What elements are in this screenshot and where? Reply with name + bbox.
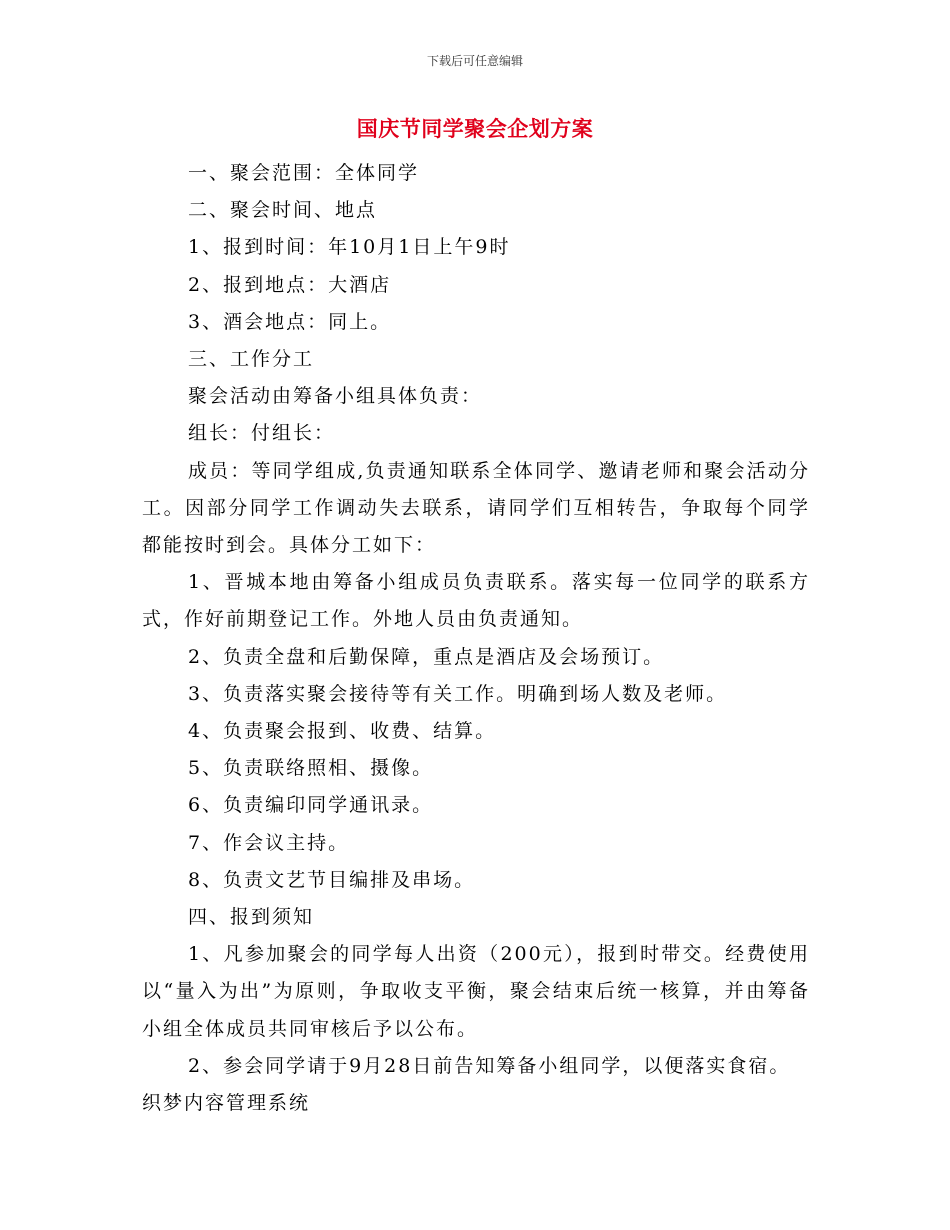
section-heading-time-place: 二、聚会时间、地点 [188,199,378,222]
paragraph-members: 成员：等同学组成,负责通知联系全体同学、邀请老师和聚会活动分工。因部分同学工作调动失去联系，请同学们互相转告，争取每个同学都能按时到会。具体分工如下： [142,459,810,557]
list-item-notice-1: 1、凡参加聚会的同学每人出资（200元），报到时带交。经费使用以“量入为出”为原则，争取收支平衡，聚会结束后统一核算，并由筹备小组全体成员共同审核后予以公布。 [142,943,810,1040]
list-item-task-1: 1、晋城本地由筹备小组成员负责联系。落实每一位同学的联系方式，作好前期登记工作。外地人员由负责通知。 [142,571,810,631]
list-item-task-4: 4、负责聚会报到、收费、结算。 [188,720,497,743]
list-item-task-3: 3、负责落实聚会接待等有关工作。明确到场人数及老师。 [188,682,728,705]
list-item-report-time: 1、报到时间：年10月1日上午9时 [188,236,511,259]
paragraph-leaders: 组长：付组长： [188,422,336,445]
header-note: 下载后可任意编辑 [426,54,523,68]
section-heading-notice: 四、报到须知 [188,906,315,929]
document-title: 国庆节同学聚会企划方案 [356,116,594,141]
document-body [142,155,810,1122]
list-item-notice-2: 2、参会同学请于9月28日前告知筹备小组同学，以便落实食宿。 [188,1054,791,1077]
list-item-report-place: 2、报到地点：大酒店 [188,273,392,296]
footer-text: 织梦内容管理系统 [142,1092,311,1115]
paragraph-committee: 聚会活动由筹备小组具体负责： [188,385,483,408]
list-item-banquet-place: 3、酒会地点：同上。 [188,310,392,333]
list-item-task-7: 7、作会议主持。 [188,831,350,854]
list-item-task-6: 6、负责编印同学通讯录。 [188,794,434,817]
list-item-task-5: 5、负责联络照相、摄像。 [188,757,434,780]
section-heading-division: 三、工作分工 [188,348,315,371]
list-item-task-2: 2、负责全盘和后勤保障，重点是酒店及会场预订。 [188,645,665,668]
section-heading-scope: 一、聚会范围：全体同学 [188,162,420,184]
list-item-task-8: 8、负责文艺节目编排及串场。 [188,868,476,891]
